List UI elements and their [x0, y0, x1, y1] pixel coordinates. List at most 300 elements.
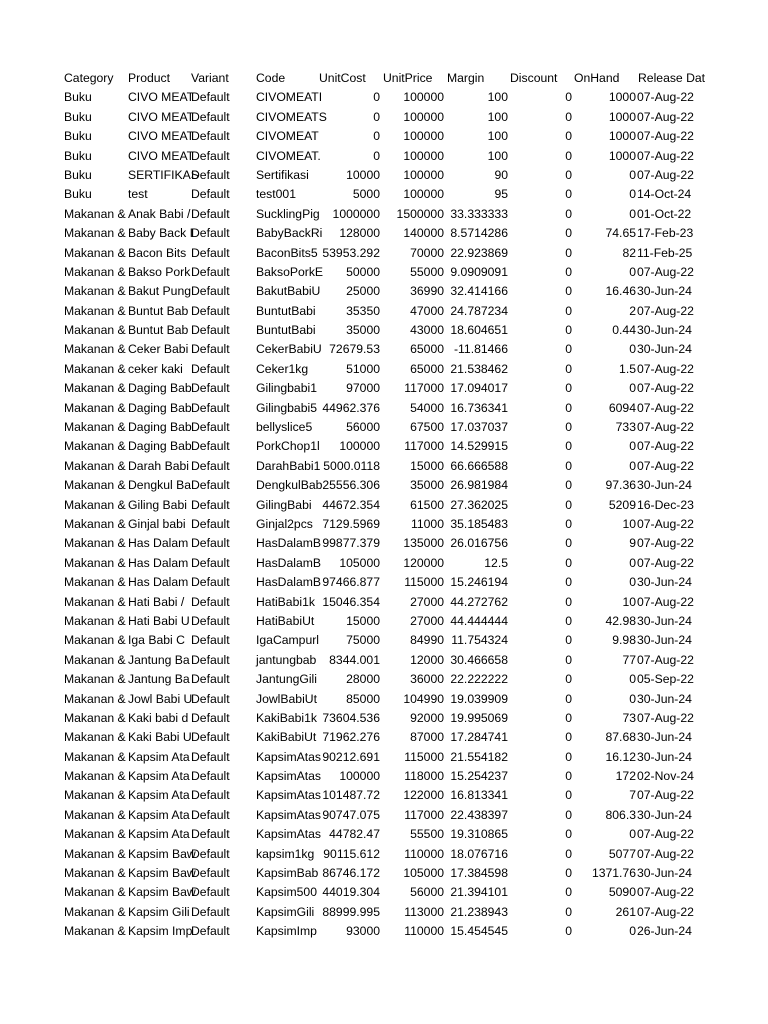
cell-release-date: 07-Aug-22 — [637, 400, 694, 415]
header-product: Product — [128, 71, 171, 85]
cell-on-hand: 733 — [615, 420, 636, 435]
table-row — [63, 437, 761, 456]
table-row — [63, 845, 761, 864]
cell-release-date: 07-Aug-22 — [637, 129, 694, 144]
cell-unit-cost: 44019.304 — [322, 885, 380, 900]
cell-margin: 100 — [487, 90, 508, 105]
header-margin: Margin — [447, 71, 485, 85]
cell-release-date: 07-Aug-22 — [637, 148, 694, 163]
cell-unit-cost: 101487.72 — [322, 788, 380, 803]
cell-unit-cost: 25556.306 — [322, 478, 380, 493]
cell-unit-cost: 97000 — [346, 381, 380, 396]
cell-product: Kapsim Imp — [128, 924, 193, 939]
cell-unit-price: 47000 — [410, 303, 444, 318]
cell-on-hand: 10 — [622, 594, 636, 609]
cell-discount: 0 — [565, 439, 572, 454]
cell-release-date: 02-Nov-24 — [637, 769, 694, 784]
cell-category: Makanan & — [64, 613, 126, 628]
cell-discount: 0 — [565, 749, 572, 764]
cell-variant: Default — [191, 516, 230, 531]
cell-product: CIVO MEAT — [128, 148, 195, 163]
cell-discount: 0 — [565, 555, 572, 570]
cell-unit-cost: 73604.536 — [322, 710, 380, 725]
cell-unit-price: 56000 — [410, 885, 444, 900]
cell-release-date: 30-Jun-24 — [637, 749, 692, 764]
cell-discount: 0 — [565, 245, 572, 260]
cell-code: KapsimAtas — [256, 788, 322, 803]
cell-code: KakiBabiUt — [256, 730, 317, 745]
cell-category: Makanan & — [64, 827, 126, 842]
table-row — [63, 321, 761, 340]
cell-product: SERTIFIKAS — [128, 167, 199, 182]
cell-on-hand: 0 — [629, 187, 636, 202]
cell-release-date: 30-Jun-24 — [637, 323, 692, 338]
cell-code: CIVOMEATS — [256, 109, 327, 124]
table-row — [63, 728, 761, 747]
cell-variant: Default — [191, 342, 230, 357]
cell-on-hand: 261 — [615, 904, 636, 919]
cell-code: Ginjal2pcs — [256, 516, 313, 531]
cell-release-date: 07-Aug-22 — [637, 516, 694, 531]
cell-variant: Default — [191, 594, 230, 609]
cell-category: Makanan & — [64, 769, 126, 784]
cell-unit-cost: 99877.379 — [322, 536, 380, 551]
cell-product: Kaki Babi U — [128, 730, 192, 745]
cell-category: Makanan & — [64, 710, 126, 725]
cell-margin: 19.039909 — [450, 691, 508, 706]
header-code: Code — [256, 71, 286, 85]
cell-variant: Default — [191, 749, 230, 764]
cell-unit-price: 1500000 — [396, 206, 444, 221]
cell-unit-price: 100000 — [403, 187, 444, 202]
cell-on-hand: 0 — [629, 691, 636, 706]
table-row — [63, 224, 761, 243]
cell-category: Buku — [64, 167, 92, 182]
cell-unit-price: 43000 — [410, 323, 444, 338]
cell-on-hand: 10 — [622, 516, 636, 531]
cell-variant: Default — [191, 400, 230, 415]
table-row — [63, 282, 761, 301]
cell-unit-cost: 5000 — [352, 187, 380, 202]
cell-discount: 0 — [565, 924, 572, 939]
table-row — [63, 786, 761, 805]
cell-on-hand: 0 — [629, 827, 636, 842]
cell-product: Kapsim Baw — [128, 846, 196, 861]
cell-margin: 24.787234 — [450, 303, 508, 318]
table-row — [63, 496, 761, 515]
cell-margin: 21.394101 — [450, 885, 508, 900]
cell-code: HasDalamB — [256, 575, 322, 590]
cell-product: Ceker Babi — [128, 342, 189, 357]
table-row — [63, 748, 761, 767]
cell-category: Makanan & — [64, 497, 126, 512]
cell-product: Kapsim Ata — [128, 827, 190, 842]
cell-code: test001 — [256, 187, 296, 202]
cell-release-date: 01-Oct-22 — [637, 206, 692, 221]
cell-variant: Default — [191, 323, 230, 338]
cell-variant: Default — [191, 109, 230, 124]
cell-unit-cost: 56000 — [346, 420, 380, 435]
cell-discount: 0 — [565, 516, 572, 531]
cell-product: Jantung Ba — [128, 672, 190, 687]
cell-on-hand: 0 — [629, 458, 636, 473]
cell-code: BabyBackRi — [256, 226, 323, 241]
cell-margin: 33.333333 — [450, 206, 508, 221]
cell-on-hand: 1000 — [608, 129, 636, 144]
cell-margin: 21.554182 — [450, 749, 508, 764]
cell-discount: 0 — [565, 827, 572, 842]
cell-margin: 95 — [494, 187, 508, 202]
cell-unit-price: 27000 — [410, 613, 444, 628]
cell-margin: 22.438397 — [450, 807, 508, 822]
cell-unit-price: 35000 — [410, 478, 444, 493]
cell-on-hand: 82 — [622, 245, 636, 260]
cell-margin: 17.384598 — [450, 866, 508, 881]
cell-product: Daging Bab — [128, 381, 192, 396]
cell-unit-cost: 44672.354 — [322, 497, 380, 512]
cell-margin: 17.037037 — [450, 420, 508, 435]
cell-variant: Default — [191, 613, 230, 628]
cell-variant: Default — [191, 575, 230, 590]
cell-release-date: 16-Dec-23 — [637, 497, 694, 512]
cell-on-hand: 74.65 — [605, 226, 636, 241]
cell-on-hand: 1371.76 — [591, 866, 636, 881]
cell-margin: 19.310865 — [450, 827, 508, 842]
cell-unit-price: 100000 — [403, 90, 444, 105]
cell-release-date: 05-Sep-22 — [637, 672, 694, 687]
table-row — [63, 515, 761, 534]
cell-margin: 27.362025 — [450, 497, 508, 512]
cell-margin: 8.5714286 — [450, 226, 508, 241]
cell-release-date: 07-Aug-22 — [637, 536, 694, 551]
cell-release-date: 07-Aug-22 — [637, 361, 694, 376]
cell-code: HatiBabi1k — [256, 594, 315, 609]
cell-code: jantungbab — [256, 652, 317, 667]
cell-category: Makanan & — [64, 458, 126, 473]
cell-product: Giling Babi — [128, 497, 187, 512]
table-row — [63, 88, 761, 107]
cell-product: test — [128, 187, 148, 202]
cell-unit-cost: 88999.995 — [322, 904, 380, 919]
table-row — [63, 476, 761, 495]
cell-category: Makanan & — [64, 924, 126, 939]
cell-category: Makanan & — [64, 206, 126, 221]
cell-discount: 0 — [565, 226, 572, 241]
cell-category: Makanan & — [64, 633, 126, 648]
cell-category: Makanan & — [64, 381, 126, 396]
cell-product: Kapsim Baw — [128, 866, 196, 881]
cell-margin: 44.272762 — [450, 594, 508, 609]
cell-category: Makanan & — [64, 575, 126, 590]
table-row — [63, 418, 761, 437]
cell-discount: 0 — [565, 109, 572, 124]
cell-margin: 66.666588 — [450, 458, 508, 473]
cell-category: Makanan & — [64, 904, 126, 919]
cell-release-date: 07-Aug-22 — [637, 439, 694, 454]
cell-on-hand: 9 — [629, 536, 636, 551]
cell-discount: 0 — [565, 652, 572, 667]
cell-variant: Default — [191, 206, 230, 221]
cell-margin: 30.466658 — [450, 652, 508, 667]
cell-product: Bakut Pung — [128, 284, 192, 299]
table-row — [63, 108, 761, 127]
cell-unit-cost: 128000 — [339, 226, 380, 241]
cell-margin: 44.444444 — [450, 613, 508, 628]
cell-product: Anak Babi / — [128, 206, 191, 221]
cell-variant: Default — [191, 284, 230, 299]
header-unit-price: UnitPrice — [383, 71, 433, 85]
cell-variant: Default — [191, 226, 230, 241]
cell-variant: Default — [191, 478, 230, 493]
cell-release-date: 07-Aug-22 — [637, 904, 694, 919]
cell-category: Makanan & — [64, 594, 126, 609]
cell-margin: 17.284741 — [450, 730, 508, 745]
cell-code: CIVOMEAT. — [256, 148, 321, 163]
cell-unit-cost: 5000.0118 — [323, 458, 380, 473]
table-row — [63, 670, 761, 689]
cell-code: Sertifikasi — [256, 167, 309, 182]
cell-unit-cost: 0 — [373, 109, 380, 124]
cell-release-date: 14-Oct-24 — [637, 187, 692, 202]
cell-on-hand: 1.5 — [619, 361, 636, 376]
cell-unit-price: 122000 — [403, 788, 444, 803]
cell-discount: 0 — [565, 458, 572, 473]
cell-variant: Default — [191, 381, 230, 396]
cell-variant: Default — [191, 555, 230, 570]
cell-on-hand: 172 — [615, 769, 636, 784]
cell-on-hand: 7 — [629, 788, 636, 803]
cell-category: Makanan & — [64, 652, 126, 667]
cell-unit-price: 117000 — [404, 439, 444, 454]
cell-variant: Default — [191, 885, 230, 900]
table-row — [63, 593, 761, 612]
cell-product: Kapsim Ata — [128, 749, 190, 764]
cell-on-hand: 16.12 — [605, 749, 636, 764]
cell-category: Makanan & — [64, 749, 126, 764]
cell-margin: 26.016756 — [450, 536, 508, 551]
cell-on-hand: 1000 — [608, 109, 636, 124]
cell-margin: 22.923869 — [450, 245, 508, 260]
cell-discount: 0 — [565, 187, 572, 202]
cell-unit-cost: 0 — [373, 148, 380, 163]
cell-margin: 9.0909091 — [450, 264, 508, 279]
table-row — [63, 340, 761, 359]
cell-code: DengkulBab — [256, 478, 323, 493]
cell-margin: 26.981984 — [450, 478, 508, 493]
cell-category: Makanan & — [64, 691, 126, 706]
cell-variant: Default — [191, 827, 230, 842]
cell-unit-price: 54000 — [410, 400, 444, 415]
cell-release-date: 07-Aug-22 — [637, 788, 694, 803]
cell-release-date: 30-Jun-24 — [637, 691, 692, 706]
cell-release-date: 07-Aug-22 — [637, 109, 694, 124]
cell-code: Ceker1kg — [256, 361, 309, 376]
header-row — [63, 69, 761, 88]
cell-on-hand: 6094 — [608, 400, 636, 415]
cell-category: Makanan & — [64, 400, 126, 415]
cell-discount: 0 — [565, 691, 572, 706]
cell-unit-price: 67500 — [410, 420, 444, 435]
cell-code: SucklingPig — [256, 206, 320, 221]
cell-release-date: 07-Aug-22 — [637, 420, 694, 435]
cell-release-date: 30-Jun-24 — [637, 633, 692, 648]
cell-unit-price: 135000 — [403, 536, 444, 551]
cell-unit-price: 100000 — [403, 167, 444, 182]
cell-unit-cost: 15046.354 — [322, 594, 380, 609]
cell-on-hand: 5077 — [608, 846, 636, 861]
cell-code: HasDalamB — [256, 536, 322, 551]
cell-discount: 0 — [565, 361, 572, 376]
cell-product: Kapsim Ata — [128, 807, 190, 822]
header-variant: Variant — [191, 71, 229, 85]
cell-margin: 100 — [487, 148, 508, 163]
cell-category: Makanan & — [64, 536, 126, 551]
cell-variant: Default — [191, 904, 230, 919]
table-row — [63, 709, 761, 728]
cell-discount: 0 — [565, 323, 572, 338]
cell-variant: Default — [191, 691, 230, 706]
cell-code: KapsimAtas — [256, 749, 322, 764]
cell-category: Buku — [64, 129, 92, 144]
cell-discount: 0 — [565, 148, 572, 163]
cell-code: KapsimImp — [256, 924, 317, 939]
cell-variant: Default — [191, 458, 230, 473]
table-row — [63, 573, 761, 592]
cell-margin: 21.238943 — [450, 904, 508, 919]
cell-discount: 0 — [565, 381, 572, 396]
cell-code: JantungGili — [256, 672, 317, 687]
table-row — [63, 244, 761, 263]
cell-product: Hati Babi / — [128, 594, 185, 609]
cell-product: Kapsim Baw — [128, 885, 196, 900]
cell-category: Makanan & — [64, 361, 126, 376]
cell-release-date: 17-Feb-23 — [637, 226, 694, 241]
table-row — [63, 263, 761, 282]
cell-unit-cost: 51000 — [346, 361, 380, 376]
cell-unit-price: 118000 — [404, 769, 444, 784]
cell-release-date: 07-Aug-22 — [637, 885, 694, 900]
table-row — [63, 631, 761, 650]
table-row — [63, 690, 761, 709]
cell-product: Baby Back I — [128, 226, 194, 241]
cell-category: Makanan & — [64, 555, 126, 570]
cell-margin: 22.222222 — [450, 672, 508, 687]
cell-on-hand: 9.98 — [612, 633, 636, 648]
table-row — [63, 399, 761, 418]
cell-discount: 0 — [565, 594, 572, 609]
cell-unit-cost: 72679.53 — [329, 342, 380, 357]
cell-discount: 0 — [565, 167, 572, 182]
cell-release-date: 07-Aug-22 — [637, 827, 694, 842]
cell-release-date: 30-Jun-24 — [637, 478, 692, 493]
cell-release-date: 30-Jun-24 — [637, 284, 692, 299]
cell-category: Makanan & — [64, 807, 126, 822]
cell-unit-cost: 8344.001 — [329, 652, 380, 667]
cell-unit-price: 11000 — [411, 516, 444, 531]
table-row — [63, 883, 761, 902]
cell-margin: 19.995069 — [450, 710, 508, 725]
cell-code: KapsimGili — [256, 904, 315, 919]
cell-variant: Default — [191, 148, 230, 163]
cell-on-hand: 42.98 — [605, 613, 636, 628]
cell-unit-price: 65000 — [410, 361, 444, 376]
cell-product: Bacon Bits — [128, 245, 187, 260]
cell-release-date: 07-Aug-22 — [637, 652, 694, 667]
header-category: Category — [64, 71, 114, 85]
cell-on-hand: 16.46 — [605, 284, 636, 299]
cell-discount: 0 — [565, 788, 572, 803]
cell-code: HasDalamB — [256, 555, 322, 570]
cell-product: Bakso Pork — [128, 264, 191, 279]
cell-unit-cost: 97466.877 — [322, 575, 380, 590]
cell-discount: 0 — [565, 807, 572, 822]
cell-unit-cost: 15000 — [346, 613, 380, 628]
header-discount: Discount — [510, 71, 558, 85]
cell-variant: Default — [191, 788, 230, 803]
cell-variant: Default — [191, 536, 230, 551]
cell-unit-cost: 71962.276 — [322, 730, 380, 745]
cell-product: CIVO MEAT — [128, 129, 195, 144]
cell-discount: 0 — [565, 672, 572, 687]
table-row — [63, 302, 761, 321]
cell-variant: Default — [191, 769, 230, 784]
cell-discount: 0 — [565, 284, 572, 299]
table-row — [63, 825, 761, 844]
cell-product: Buntut Bab — [128, 303, 189, 318]
cell-margin: 12.5 — [484, 555, 508, 570]
cell-unit-price: 140000 — [403, 226, 444, 241]
cell-margin: 90 — [494, 167, 508, 182]
cell-variant: Default — [191, 361, 230, 376]
cell-release-date: 07-Aug-22 — [637, 846, 694, 861]
table-body — [63, 88, 761, 941]
cell-release-date: 30-Jun-24 — [637, 866, 692, 881]
cell-on-hand: 77 — [622, 652, 636, 667]
cell-code: DarahBabi1 — [256, 458, 321, 473]
cell-variant: Default — [191, 439, 230, 454]
cell-unit-cost: 0 — [373, 129, 380, 144]
cell-discount: 0 — [565, 846, 572, 861]
cell-unit-price: 120000 — [403, 555, 444, 570]
cell-product: Daging Bab — [128, 400, 192, 415]
cell-variant: Default — [191, 924, 230, 939]
cell-category: Makanan & — [64, 264, 126, 279]
cell-discount: 0 — [565, 885, 572, 900]
cell-category: Makanan & — [64, 420, 126, 435]
cell-margin: 18.076716 — [450, 846, 508, 861]
cell-discount: 0 — [565, 90, 572, 105]
cell-release-date: 07-Aug-22 — [637, 167, 694, 182]
cell-unit-cost: 105000 — [339, 555, 380, 570]
cell-release-date: 07-Aug-22 — [637, 303, 694, 318]
cell-product: Iga Babi C — [128, 633, 185, 648]
cell-product: Ginjal babi — [128, 516, 186, 531]
table-row — [63, 147, 761, 166]
table-row — [63, 166, 761, 185]
cell-unit-price: 84990 — [410, 633, 444, 648]
cell-product: CIVO MEAT — [128, 109, 195, 124]
cell-on-hand: 87.68 — [605, 730, 636, 745]
cell-unit-cost: 44962.376 — [322, 400, 380, 415]
cell-on-hand: 5209 — [608, 497, 636, 512]
table-row — [63, 864, 761, 883]
cell-category: Makanan & — [64, 478, 126, 493]
cell-unit-price: 110000 — [404, 846, 444, 861]
cell-unit-price: 27000 — [410, 594, 444, 609]
cell-margin: 14.529915 — [450, 439, 508, 454]
cell-product: Hati Babi U — [128, 613, 190, 628]
cell-code: CekerBabiU — [256, 342, 322, 357]
